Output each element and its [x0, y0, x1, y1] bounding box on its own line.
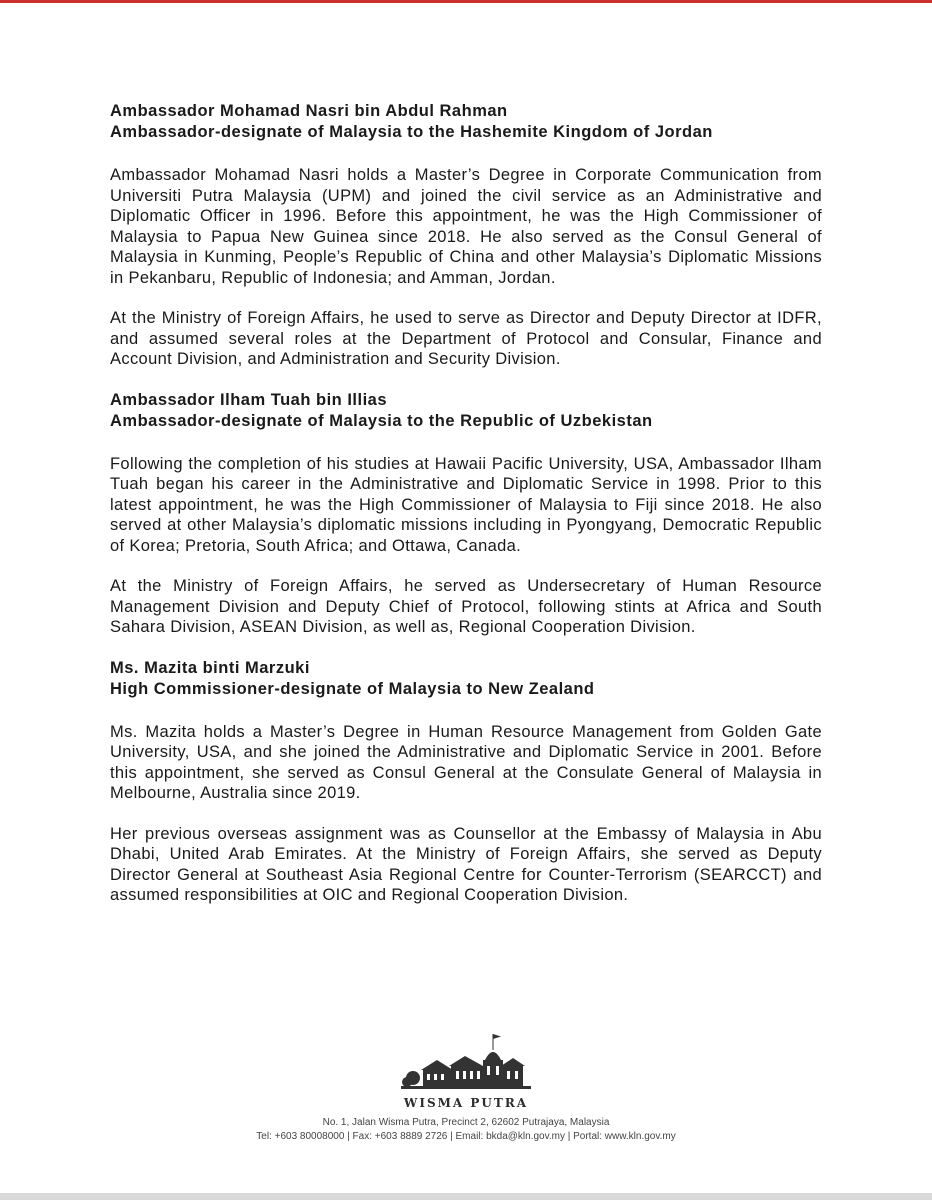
footer-contact: Tel: +603 80008000 | Fax: +603 8889 2726 | Email: bkda@kln.gov.my | Portal: www.kln.gov.my — [256, 1131, 676, 1142]
top-red-rule — [0, 0, 932, 3]
section-2-title: Ambassador-designate of Malaysia to the Republic of Uzbekistan — [110, 411, 653, 430]
footer-organization-name: WISMA PUTRA — [403, 1096, 529, 1110]
section-2-paragraph-2: At the Ministry of Foreign Affairs, he served as Undersecretary of Human Resource Management Division and Deputy Chief of Protocol, following stints at Africa and South Sahara Division, ASEAN Division, as well as, Regional Cooperation Division. — [110, 577, 822, 636]
section-3-name: Ms. Mazita binti Marzuki — [110, 658, 310, 677]
section-3-paragraph-1: Ms. Mazita holds a Master’s Degree in Human Resource Management from Golden Gate University, USA, and she joined the Administrative and Diplomatic Service in 2001. Before this appointment, she served as Consul General at the Consulate General of Malaysia in Melbourne, Australia since 2019. — [110, 722, 822, 802]
bottom-grey-rule — [0, 1193, 932, 1200]
section-1-title: Ambassador-designate of Malaysia to the Hashemite Kingdom of Jordan — [110, 123, 713, 141]
footer-address: No. 1, Jalan Wisma Putra, Precinct 2, 62602 Putrajaya, Malaysia — [322, 1117, 610, 1128]
section-3-title: High Commissioner-designate of Malaysia to New Zealand — [110, 679, 595, 698]
section-2-paragraph-1: Following the completion of his studies at Hawaii Pacific University, USA, Ambassador Ilham Tuah began his career in the Administrative and Diplomatic Service in 1998. Prior to this latest appointment, he was the High Commissioner of Malaysia to Fiji since 2018. He also served at other Malaysia’s diplomatic missions including in Pyongyang, Democratic Republic of Korea; Pretoria, South Africa; and Ottawa, Canada. — [110, 454, 822, 555]
section-1-paragraph-2: At the Ministry of Foreign Affairs, he used to serve as Director and Deputy Director at IDFR, and assumed several roles at the Department of Protocol and Consular, Finance and Account Division, and Administration and Security Division. — [110, 309, 822, 368]
wisma-putra-building-icon — [401, 1030, 531, 1092]
section-1-name: Ambassador Mohamad Nasri bin Abdul Rahman — [110, 102, 508, 120]
section-2-name: Ambassador Ilham Tuah bin Illias — [110, 390, 388, 409]
document-body — [110, 101, 822, 906]
section-3-paragraph-2: Her previous overseas assignment was as Counsellor at the Embassy of Malaysia in Abu Dhabi, United Arab Emirates. At the Ministry of Foreign Affairs, she served as Deputy Director General at Southeast Asia Regional Centre for Counter-Terrorism (SEARCCT) and assumed responsibilities at OIC and Regional Cooperation Division. — [110, 824, 822, 904]
letterhead-footer — [0, 1030, 932, 1144]
section-1-paragraph-1: Ambassador Mohamad Nasri holds a Master’s Degree in Corporate Communication from Universiti Putra Malaysia (UPM) and joined the civil service as an Administrative and Diplomatic Officer in 1996. Before this appointment, he was the High Commissioner of Malaysia to Papua New Guinea since 2018. He also served as the Consul General of Malaysia in Kunming, People’s Republic of China and other Malaysia’s Diplomatic Missions in Pekanbaru, Republic of Indonesia; and Amman, Jordan. — [110, 166, 822, 287]
